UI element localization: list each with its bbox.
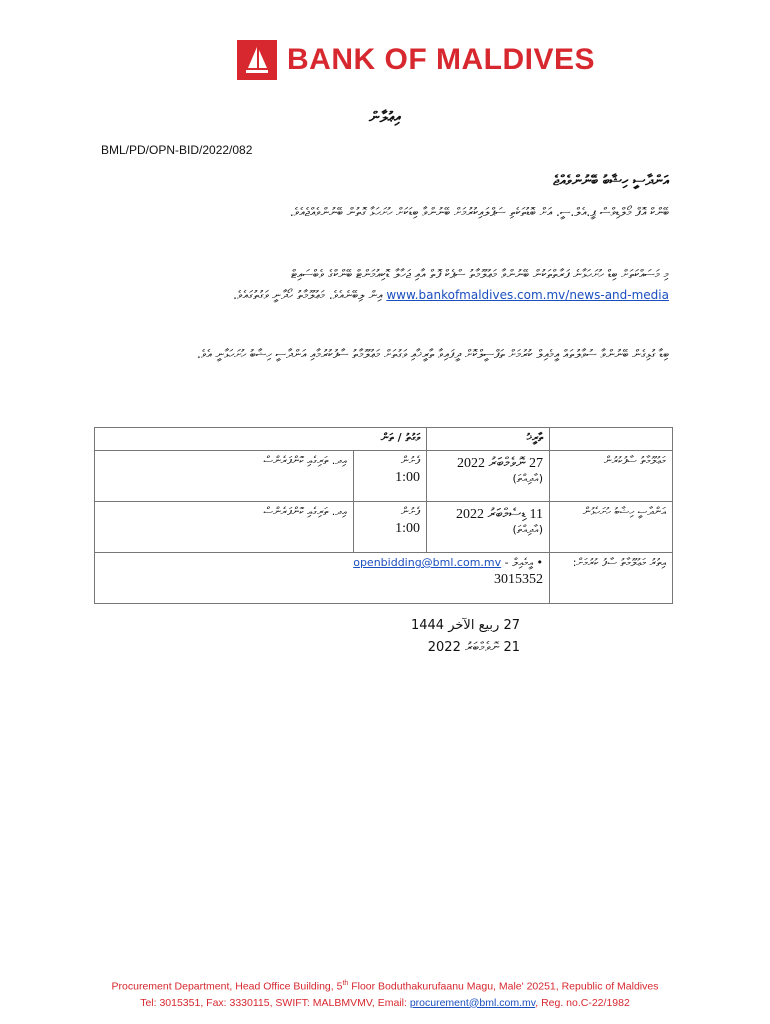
footer-email-link[interactable]: procurement@bml.com.mv	[409, 996, 536, 1009]
row-date	[427, 502, 550, 553]
contact-label: އިތުރު މަޢުލޫމާތު ސާފު ކުރުމަށް:	[550, 553, 673, 604]
row-label: މަޢުލޫމާތު ސާފުކުރުން	[550, 451, 673, 502]
footer-sup: th	[342, 980, 349, 987]
reference-number: BML/PD/OPN-BID/2022/082	[101, 143, 253, 157]
row-place	[95, 502, 354, 553]
header-date: ތާރީޚު	[427, 428, 550, 451]
date-day: (އާދިއްތަ)	[512, 472, 543, 485]
footer-address	[0, 976, 770, 995]
paragraph-2-text: މި މަސައްކަތަށް ބިޑް ހުށަހަޅާނެ ފަރާތްތަކުން ބޭނުންވާ މަޢުލޫމާތު ސްޕެކް ފޮތް އާއި ޖަހާލާ ޑޮކިއުމަންޓް ބޭންކްގެ ވެބްސައިޓް	[291, 267, 669, 281]
header-time-place: ވަގުތު / ތަން	[95, 428, 427, 451]
row-time	[354, 451, 427, 502]
gregorian-date: 21 ނޮވެމްބަރު 2022	[427, 640, 520, 655]
notice-heading: އިޢުލާން	[368, 108, 402, 126]
place-value: އިދ. ތަރިގެއި ކޮންފަރެންސް	[263, 454, 347, 467]
table-row	[95, 502, 673, 553]
row-time	[354, 502, 427, 553]
email-prefix: • އީމެއިލް -	[504, 556, 543, 569]
time-label: ފެށުން	[400, 454, 420, 467]
date-value: 27 ނޮވެމްބަރު 2022	[457, 456, 543, 471]
paragraph-2-text-end: އިން ލިބޭނެއެވެ. މަޢުލޫމާތު ހޯދާނީ ވަގުތުގައެވެ.	[233, 288, 383, 302]
place-value: އިދ. ތަރިގެއި ކޮންފަރެންސް	[263, 505, 347, 518]
footer	[0, 976, 770, 1011]
notice-title: އަންދާސީ ހިޝާބު ބޭނުންވެއްޖެ	[553, 173, 669, 189]
row-place	[95, 451, 354, 502]
footer-reg-text: , Reg. no.C-22/1982	[535, 996, 630, 1009]
header-label	[550, 428, 673, 451]
row-label: އަންދާސީ ހިޝާބު ހުށަހެޅުން	[550, 502, 673, 553]
table-row	[95, 451, 673, 502]
paragraph-2	[99, 264, 669, 306]
bank-logo	[237, 40, 595, 80]
bml-sail-icon	[237, 40, 277, 80]
time-value: 1:00	[395, 470, 420, 485]
email-line	[101, 556, 543, 570]
footer-contact-text: Tel: 3015351, Fax: 3330115, SWIFT: MALBMVMV, Email:	[140, 996, 410, 1009]
bank-name: BANK OF MALDIVES	[287, 43, 595, 76]
hijri-date: 27 ربيع الآخر 1444	[410, 618, 520, 633]
footer-contact	[0, 995, 770, 1011]
contact-details	[95, 553, 550, 604]
phone-number: 3015352	[494, 572, 543, 587]
row-date	[427, 451, 550, 502]
date-value: 11 ޑިސެމްބަރު 2022	[456, 507, 543, 522]
date-day: (އާދިއްތަ)	[512, 523, 543, 536]
contact-row	[95, 553, 673, 604]
schedule-table	[94, 427, 673, 604]
news-media-link[interactable]: www.bankofmaldives.com.mv/news-and-media	[386, 288, 669, 302]
time-value: 1:00	[395, 521, 420, 536]
time-label: ފެށުން	[400, 505, 420, 518]
paragraph-3: ބިޑާ ގުޅިގެން ބޭނުންވާ ސުވާލުތައް އީމެއިލް ކުރުމަށް ތަފްސީލްކޮށް ދީފައިވާ ތާރީޚާއި ވަގުތަށް މަޢުލޫމާތު ސާފުކުރުމާއި އަންދާސީ ހިޝާބު ހުށަހަޅާނީ އެވެ.	[197, 347, 669, 361]
footer-address-text-end: Floor Boduthakurufaanu Magu, Male' 20251, Republic of Maldives	[348, 980, 659, 993]
paragraph-1: ބޭންކް އޮފް މޯލްޑިވްސް ޕީ.އެލް.ސީ. އަށް ބޮޑުތަކެތި ސަޕްލައިކުރުމަށް ބޭނުންވާ ބިޑަކަށް ހުށަހަޅާ ގޮތުން ބޭނުންވެއްޖެއެވެ.	[289, 205, 669, 219]
footer-address-text: Procurement Department, Head Office Building, 5	[111, 980, 343, 993]
date-block	[411, 615, 520, 659]
schedule-header-row	[95, 428, 673, 451]
email-link[interactable]: openbidding@bml.com.mv	[353, 556, 502, 569]
